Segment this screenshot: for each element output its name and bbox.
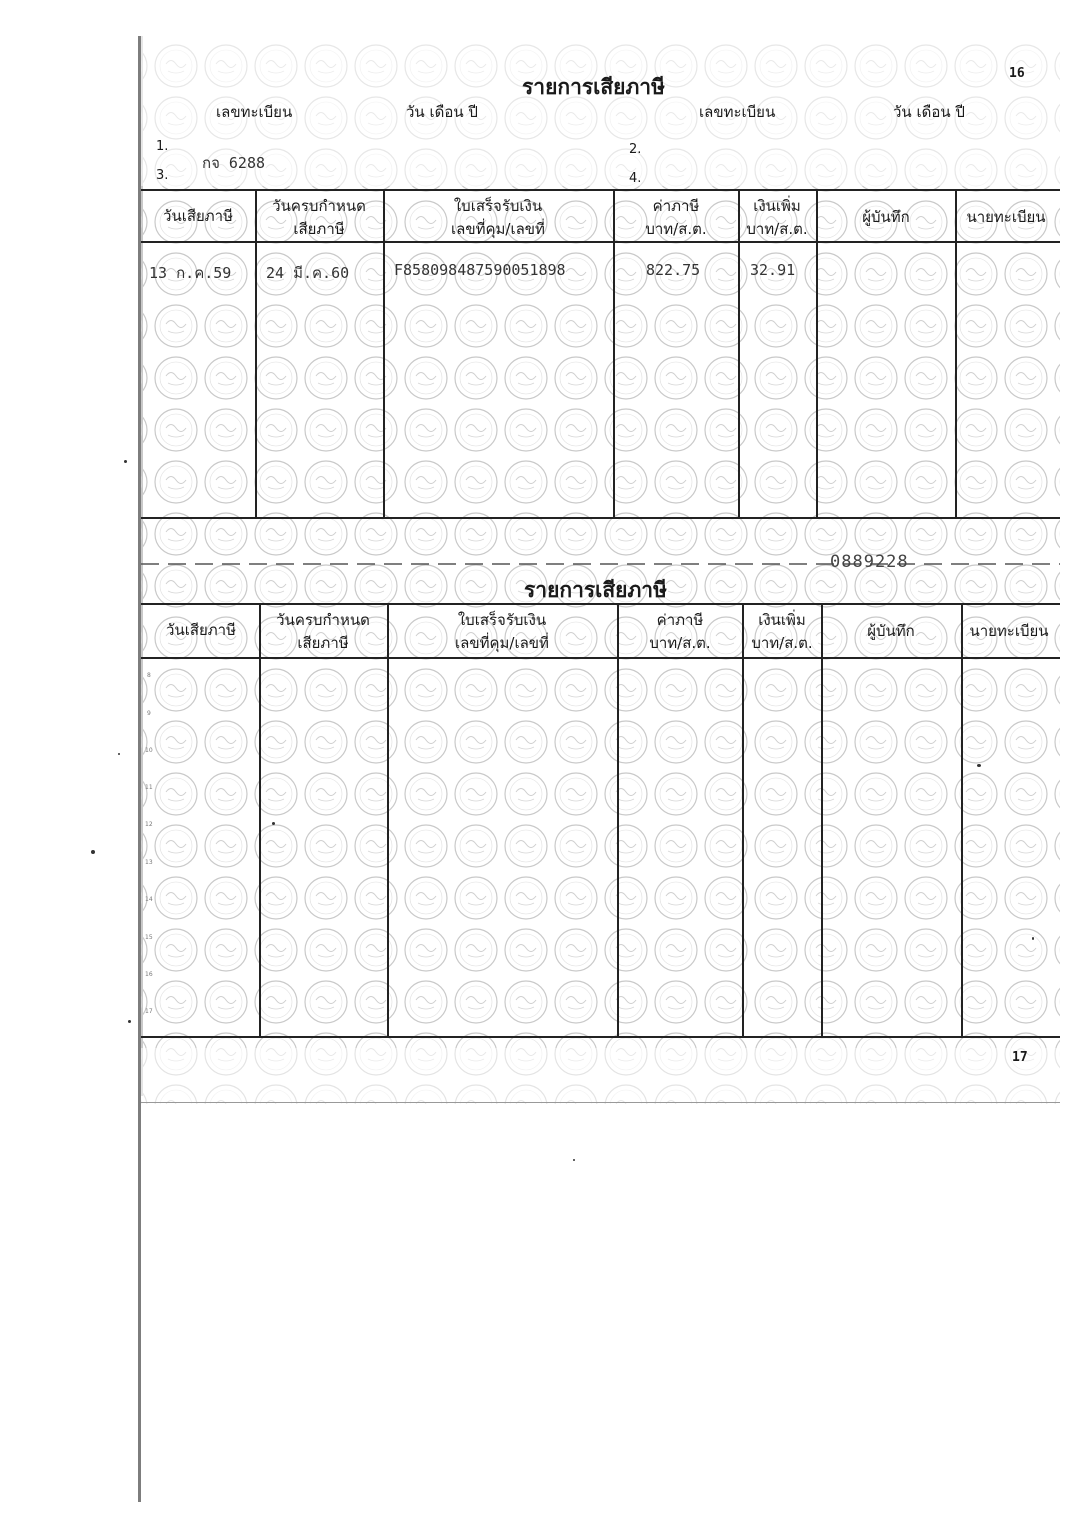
bottom-header-registrar <box>969 620 1048 643</box>
reg-row-number-4: 4. <box>629 171 642 186</box>
bottom-col-divider <box>742 603 744 1038</box>
bottom-table-header-border <box>141 657 1060 659</box>
scan-speck <box>124 460 127 463</box>
header-text: เสียภาษี <box>297 634 349 652</box>
reg-row-number-1: 1. <box>156 139 169 154</box>
bottom-header-recorder <box>867 620 915 643</box>
reg-number-label-1: เลขทะเบียน <box>216 103 293 121</box>
row-number: 8 <box>147 672 151 679</box>
row-number: 17 <box>145 1008 153 1015</box>
bottom-header-receipt <box>455 609 549 655</box>
top-header-due-date <box>272 195 366 241</box>
row-number: 15 <box>145 934 153 941</box>
top-col-divider <box>613 189 615 519</box>
bottom-header-surcharge <box>751 609 812 655</box>
scan-speck <box>128 1020 131 1023</box>
top-table-header-border <box>141 241 1060 243</box>
row-tax-amount: 822.75 <box>646 261 701 279</box>
header-text: เงินเพิ่ม <box>753 197 801 215</box>
top-col-divider <box>738 189 740 519</box>
header-text: วันครบกำหนด <box>272 197 366 215</box>
bottom-col-divider <box>617 603 619 1038</box>
top-header-recorder <box>862 206 910 229</box>
row-receipt-number: F858098487590051898 <box>394 261 566 279</box>
scan-speck <box>91 850 95 854</box>
top-col-divider <box>383 189 385 519</box>
top-header-surcharge <box>746 195 807 241</box>
top-section-title: รายการเสียภาษี <box>522 75 665 99</box>
top-table-top-border <box>141 189 1060 191</box>
reg-row-number-3: 3. <box>156 168 169 183</box>
header-text: นายทะเบียน <box>966 208 1046 226</box>
header-text: ค่าภาษี <box>652 197 700 215</box>
bottom-table-bottom-border <box>141 1036 1060 1038</box>
reg-number-label-2: เลขทะเบียน <box>699 103 776 121</box>
serial-number: 0889228 <box>830 552 909 572</box>
header-text: บาท/ส.ต. <box>746 220 808 238</box>
bottom-table-top-border <box>141 603 1060 605</box>
top-header-tax-amount <box>645 195 706 241</box>
bottom-col-divider <box>259 603 261 1038</box>
top-col-divider <box>255 189 257 519</box>
perforation-line <box>141 556 1060 572</box>
scan-speck <box>977 764 981 767</box>
top-header-tax-date <box>163 205 233 228</box>
header-text: บาท/ส.ต. <box>649 634 711 652</box>
scan-speck <box>1032 937 1034 940</box>
scan-speck <box>118 753 120 755</box>
form-bottom-edge <box>141 1102 1060 1103</box>
bottom-col-divider <box>821 603 823 1038</box>
row-number: 10 <box>145 747 153 754</box>
header-text: ค่าภาษี <box>656 611 704 629</box>
reg-plate-1: กจ 6288 <box>202 154 266 172</box>
row-number: 14 <box>145 896 153 903</box>
reg-date-label-1: วัน เดือน ปี <box>406 103 478 121</box>
row-number: 12 <box>145 821 153 828</box>
bottom-section-title: รายการเสียภาษี <box>524 578 667 602</box>
header-text: เสียภาษี <box>293 220 345 238</box>
top-header-receipt <box>451 195 545 241</box>
row-number: 13 <box>145 859 153 866</box>
bottom-header-due-date <box>276 609 370 655</box>
bottom-header-tax-date <box>166 619 236 642</box>
row-number: 11 <box>145 784 153 791</box>
scan-speck <box>272 822 275 825</box>
header-text: เลขที่คุม/เลขที่ <box>455 634 549 652</box>
top-col-divider <box>816 189 818 519</box>
bottom-col-divider <box>387 603 389 1038</box>
row-number: 16 <box>145 971 153 978</box>
header-text: วันเสียภาษี <box>163 207 233 225</box>
header-text: ใบเสร็จรับเงิน <box>453 197 543 215</box>
bottom-col-divider <box>961 603 963 1038</box>
top-page-number: 16 <box>1009 66 1025 81</box>
header-text: ใบเสร็จรับเงิน <box>457 611 547 629</box>
bottom-page-number: 17 <box>1012 1050 1028 1065</box>
reg-row-number-2: 2. <box>629 142 642 157</box>
header-text: วันครบกำหนด <box>276 611 370 629</box>
header-text: ผู้บันทึก <box>867 622 915 640</box>
row-due-date: 24 มี.ค.60 <box>266 264 350 282</box>
row-surcharge: 32.91 <box>750 261 796 279</box>
header-text: เลขที่คุม/เลขที่ <box>451 220 545 238</box>
top-header-registrar <box>966 206 1045 229</box>
header-text: นายทะเบียน <box>969 622 1049 640</box>
header-text: วันเสียภาษี <box>166 621 236 639</box>
reg-date-label-2: วัน เดือน ปี <box>893 103 965 121</box>
row-number: 9 <box>147 710 151 717</box>
header-text: บาท/ส.ต. <box>645 220 707 238</box>
top-table-bottom-border <box>141 517 1060 519</box>
bottom-header-tax-amount <box>649 609 710 655</box>
top-col-divider <box>955 189 957 519</box>
scan-speck <box>573 1159 575 1161</box>
header-text: ผู้บันทึก <box>862 208 910 226</box>
row-tax-date: 13 ก.ค.59 <box>149 264 232 282</box>
header-text: เงินเพิ่ม <box>758 611 806 629</box>
header-text: บาท/ส.ต. <box>751 634 813 652</box>
